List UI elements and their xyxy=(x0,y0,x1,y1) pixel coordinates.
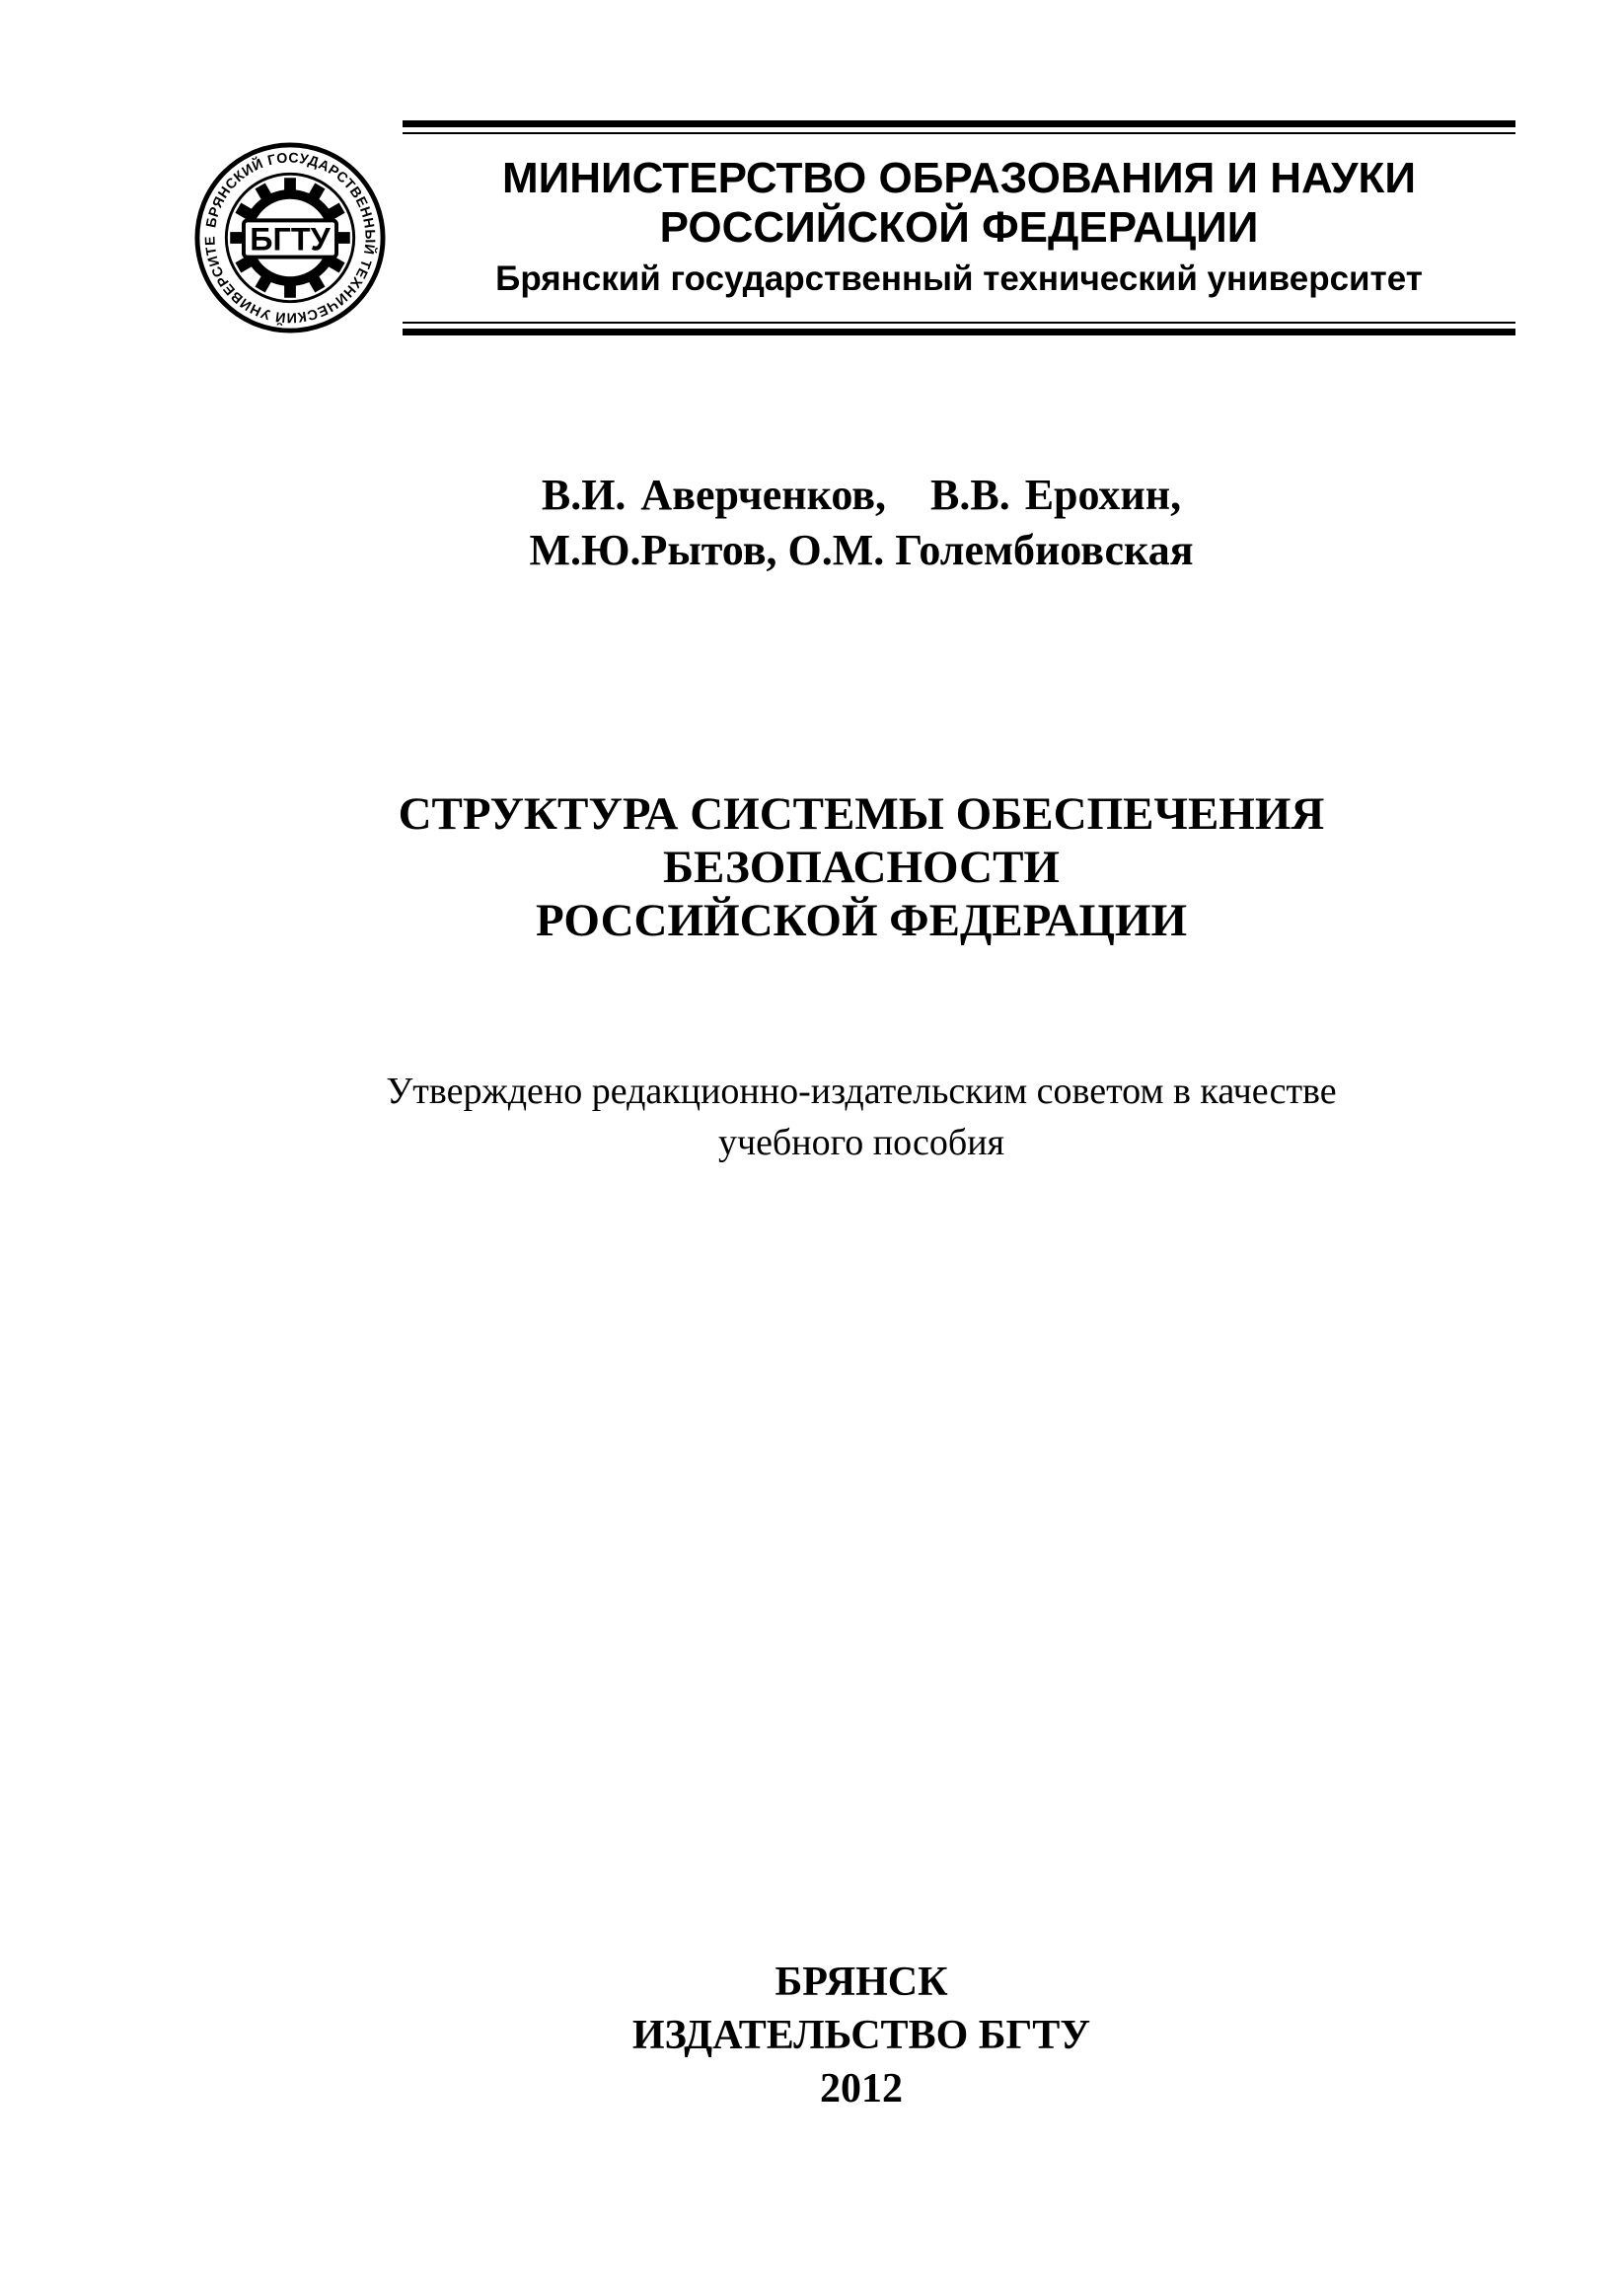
approval-note-line1: Утверждено редакционно-издательским советом в качестве xyxy=(386,1071,1337,1112)
authors-line2: М.Ю.Рытов, О.М. Голембиовская xyxy=(529,526,1194,574)
svg-text:БГТУ: БГТУ xyxy=(250,221,331,258)
authors-line1: В.И. Аверченков, В.В. Ерохин, xyxy=(541,471,1182,519)
header-bottom-rule-thin xyxy=(403,322,1515,324)
header-bottom-rule-thick xyxy=(403,329,1515,335)
book-title-line2: БЕЗОПАСНОСТИ xyxy=(662,842,1060,893)
imprint-city: БРЯНСК xyxy=(775,1960,948,2005)
svg-text:БРЯНСКИЙ ГОСУДАРСТВЕННЫЙ ТЕХНИ: БРЯНСКИЙ ГОСУДАРСТВЕННЫЙ ТЕХНИЧЕСКИЙ УНИВЕРСИТЕ xyxy=(202,150,378,326)
book-title-line3: РОССИЙСКОЙ ФЕДЕРАЦИИ xyxy=(536,895,1187,946)
ministry-name-line2: РОССИЙСКОЙ ФЕДЕРАЦИИ xyxy=(659,203,1259,252)
ministry-name-line1: МИНИСТЕРСТВО ОБРАЗОВАНИЯ И НАУКИ xyxy=(501,154,1417,202)
book-title-line1: СТРУКТУРА СИСТЕМЫ ОБЕСПЕЧЕНИЯ xyxy=(398,788,1325,840)
header-top-rule-thin xyxy=(403,132,1515,134)
imprint-year: 2012 xyxy=(820,2066,903,2111)
university-seal-icon xyxy=(193,141,387,334)
header-top-rule-thick xyxy=(403,120,1515,127)
approval-note-line2: учебного пособия xyxy=(717,1122,1005,1163)
imprint-publisher: ИЗДАТЕЛЬСТВО БГТУ xyxy=(631,2013,1091,2058)
university-name: Брянский государственный технический университет xyxy=(495,259,1423,298)
